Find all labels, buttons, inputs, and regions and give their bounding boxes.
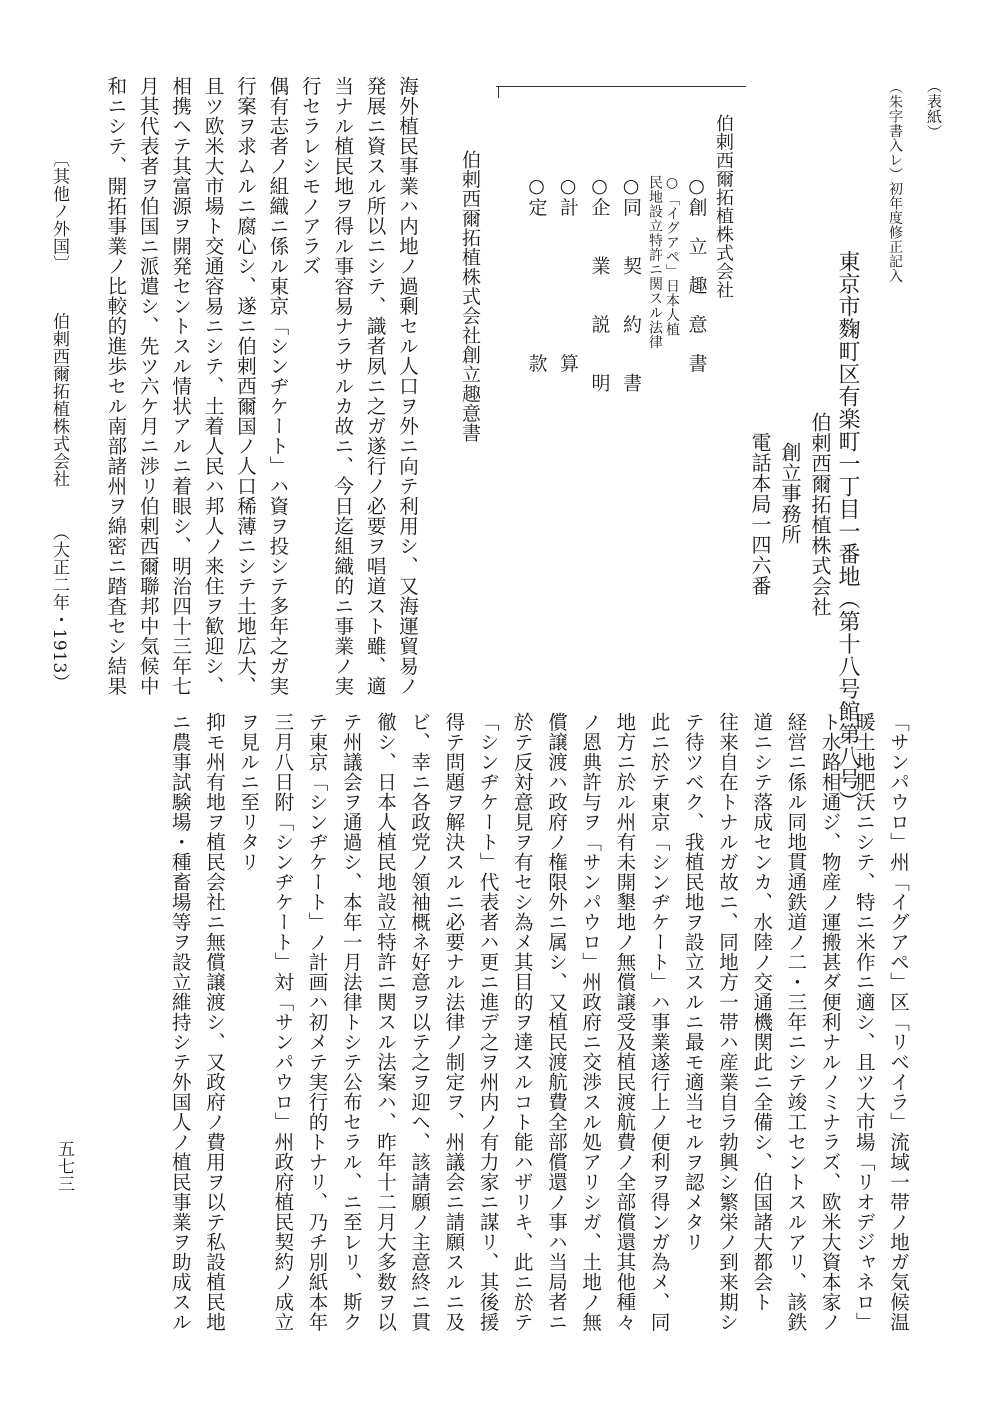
body-column: 得テ問題ヲ解決スルニ必要ナル法律ノ制定ヲ、州議会ニ請願スルニ及 (442, 712, 466, 1332)
prospectus-body (99, 76, 423, 696)
footer-company: 伯剌西爾拓植株式会社 (49, 312, 69, 488)
divider-tick (498, 86, 499, 98)
prospectus-title: 伯剌西爾拓植株式会社創立趣意書 (459, 150, 481, 443)
body-column: 道ニシテ落成センカ、水陸ノ交通機関此ニ全備シ、伯国諸大都会ト (750, 712, 774, 1312)
body-column: 三月八日附「シンヂケート」対「サンパウロ」州政府植民契約ノ成立 (271, 712, 295, 1332)
page-number: 五七三 (54, 1140, 74, 1193)
page-footer (44, 150, 74, 691)
table-of-contents (520, 175, 712, 393)
cover-note: （表紙） (925, 78, 943, 140)
vermilion-note: （朱字書入レ）初年度修正記入 (887, 80, 903, 283)
body-column: 往来自在トナルガ故ニ、同地方一帯ハ産業自ラ勃興シ繁栄ノ到来期シ (715, 712, 739, 1332)
body-column: 和ニシテ、開拓事業ノ比較的進歩セル南部諸州ヲ綿密ニ踏査セシ結果 (104, 76, 128, 696)
body-column: 「サンパウロ」州「イグアペ」区「リベイラ」流域一帯ノ地ガ気候温 (887, 712, 910, 1332)
body-column: 地方ニ於ル州有未開墾地ノ無償譲受及植民渡航費ノ全部償還其他種々 (613, 712, 637, 1332)
body-column: 海外植民事業ハ内地ノ過剰セル人口ヲ外ニ向テ利用シ、又海運貿易ノ (396, 76, 419, 696)
continuation-body (163, 712, 915, 1332)
body-column: 経営ニ係ル同地貫通鉄道ノ二・三年ニシテ竣工セントスルアリ、該鉄 (784, 712, 808, 1332)
phone-line: 電話本局一四六番 (748, 432, 772, 596)
body-column: 偶有志者ノ組織ニ係ル東京「シンヂケート」ハ資ヲ投シテ多年之ガ実 (266, 76, 290, 696)
office-line: 創立事務所 (778, 442, 802, 545)
body-column: 償譲渡ハ政府ノ権限外ニ属シ、又植民渡航費全部償還ノ事ハ当局者ニ (544, 712, 568, 1332)
body-column: ヲ見ルニ至リタリ (237, 712, 261, 872)
body-column: ト水路相通ジ、物産ノ運搬甚ダ便利ナルノミナラズ、欧米大資本家ノ (818, 712, 842, 1332)
body-column: ニ農事試験場・種畜場等ヲ設立維持シテ外国人ノ植民事業ヲ助成スル (168, 712, 192, 1332)
toc-item: ○定 款 (525, 175, 548, 373)
body-column: ノ恩典許与ヲ「サンパウロ」州政府ニ交渉スル処アリシガ、土地ノ無 (579, 712, 603, 1332)
address-line: 東京市麴町区有楽町一丁目一番地（第十八号館第八号） (835, 250, 860, 813)
body-column: 月其代表者ヲ伯国ニ派遣シ、先ツ六ケ月ニ渉リ伯剌西爾聯邦中気候中 (136, 76, 160, 696)
body-column: 於テ反対意見ヲ有セシ為メ其目的ヲ達スルコト能ハザリキ、此ニ於テ (510, 712, 534, 1332)
toc-item: ○同 契 約 書 (620, 175, 642, 393)
body-column: 行案ヲ求ムルニ腐心シ、遂ニ伯剌西爾国ノ人口稀薄ニシテ土地広大、 (233, 76, 257, 696)
toc-item: ○計 算 (557, 175, 579, 373)
body-column: テ待ツベク、我植民地ヲ設立スルニ最モ適当セルヲ認メタリ (681, 712, 705, 1252)
body-column: テ州議会ヲ通過シ、本年一月法律トシテ公布セラル、ニ至レリ、斯ク (339, 712, 363, 1332)
body-column: 暖土地肥沃ニシテ、特ニ米作ニ適シ、且ツ大市場「リオデジャネロ」 (852, 712, 876, 1332)
footer-date: （大正二年・1913） (49, 523, 69, 692)
body-column: 徹シ、日本人植民地設立特許ニ関スル法案ハ、昨年十二月大多数ヲ以 (373, 712, 397, 1332)
company-name-line: 伯剌西爾拓植株式会社 (808, 412, 832, 617)
toc-item: ○「イグアペ」日本人植民地設立特許ニ関スル法律 (647, 175, 680, 349)
company-info-block (745, 412, 835, 617)
footer-line (44, 150, 74, 691)
toc-item: ○企 業 説 明 (588, 175, 611, 393)
body-column: 此ニ於テ東京「シンヂケート」ハ事業遂行上ノ便利ヲ得ンガ為メ、同 (647, 712, 671, 1332)
body-column: テ東京「シンヂケート」ノ計画ハ初メテ実行的トナリ、乃チ別紙本年 (305, 712, 329, 1332)
toc-item: ○創 立 趣 意 書 (685, 175, 708, 373)
body-column: ビ、幸ニ各政党ノ領袖概ネ好意ヲ以テ之ヲ迎ヘ、該請願ノ主意終ニ貫 (408, 712, 432, 1332)
body-column: 当ナル植民地ヲ得ル事容易ナラサルカ故ニ、今日迄組織的ニ事業ノ実 (331, 76, 355, 696)
footer-category: 〔其他ノ外国〕 (49, 150, 69, 273)
body-column: 且ツ欧米大市場ト交通容易ニシテ、土着人民ハ邦人ノ来住ヲ歓迎シ、 (201, 76, 225, 696)
body-column: 抑モ州有地ヲ植民会社ニ無償譲渡シ、又政府ノ費用ヲ以テ私設植民地 (202, 712, 226, 1332)
toc-company: 伯剌西爾拓植株式会社 (713, 114, 734, 299)
body-column: 「シンヂケート」代表者ハ更ニ進デ之ヲ州内ノ有力家ニ謀リ、其後援 (476, 712, 500, 1332)
divider-line (496, 86, 746, 87)
body-column: 相携ヘテ其富源ヲ開発セントスル情状アルニ着眼シ、明治四十三年七 (169, 76, 193, 696)
body-column: 発展ニ資スル所以ニシテ、識者夙ニ之ガ遂行ノ必要ヲ唱道スト雖、適 (363, 76, 387, 696)
body-column: 行セラレシモノアラズ (298, 76, 322, 276)
